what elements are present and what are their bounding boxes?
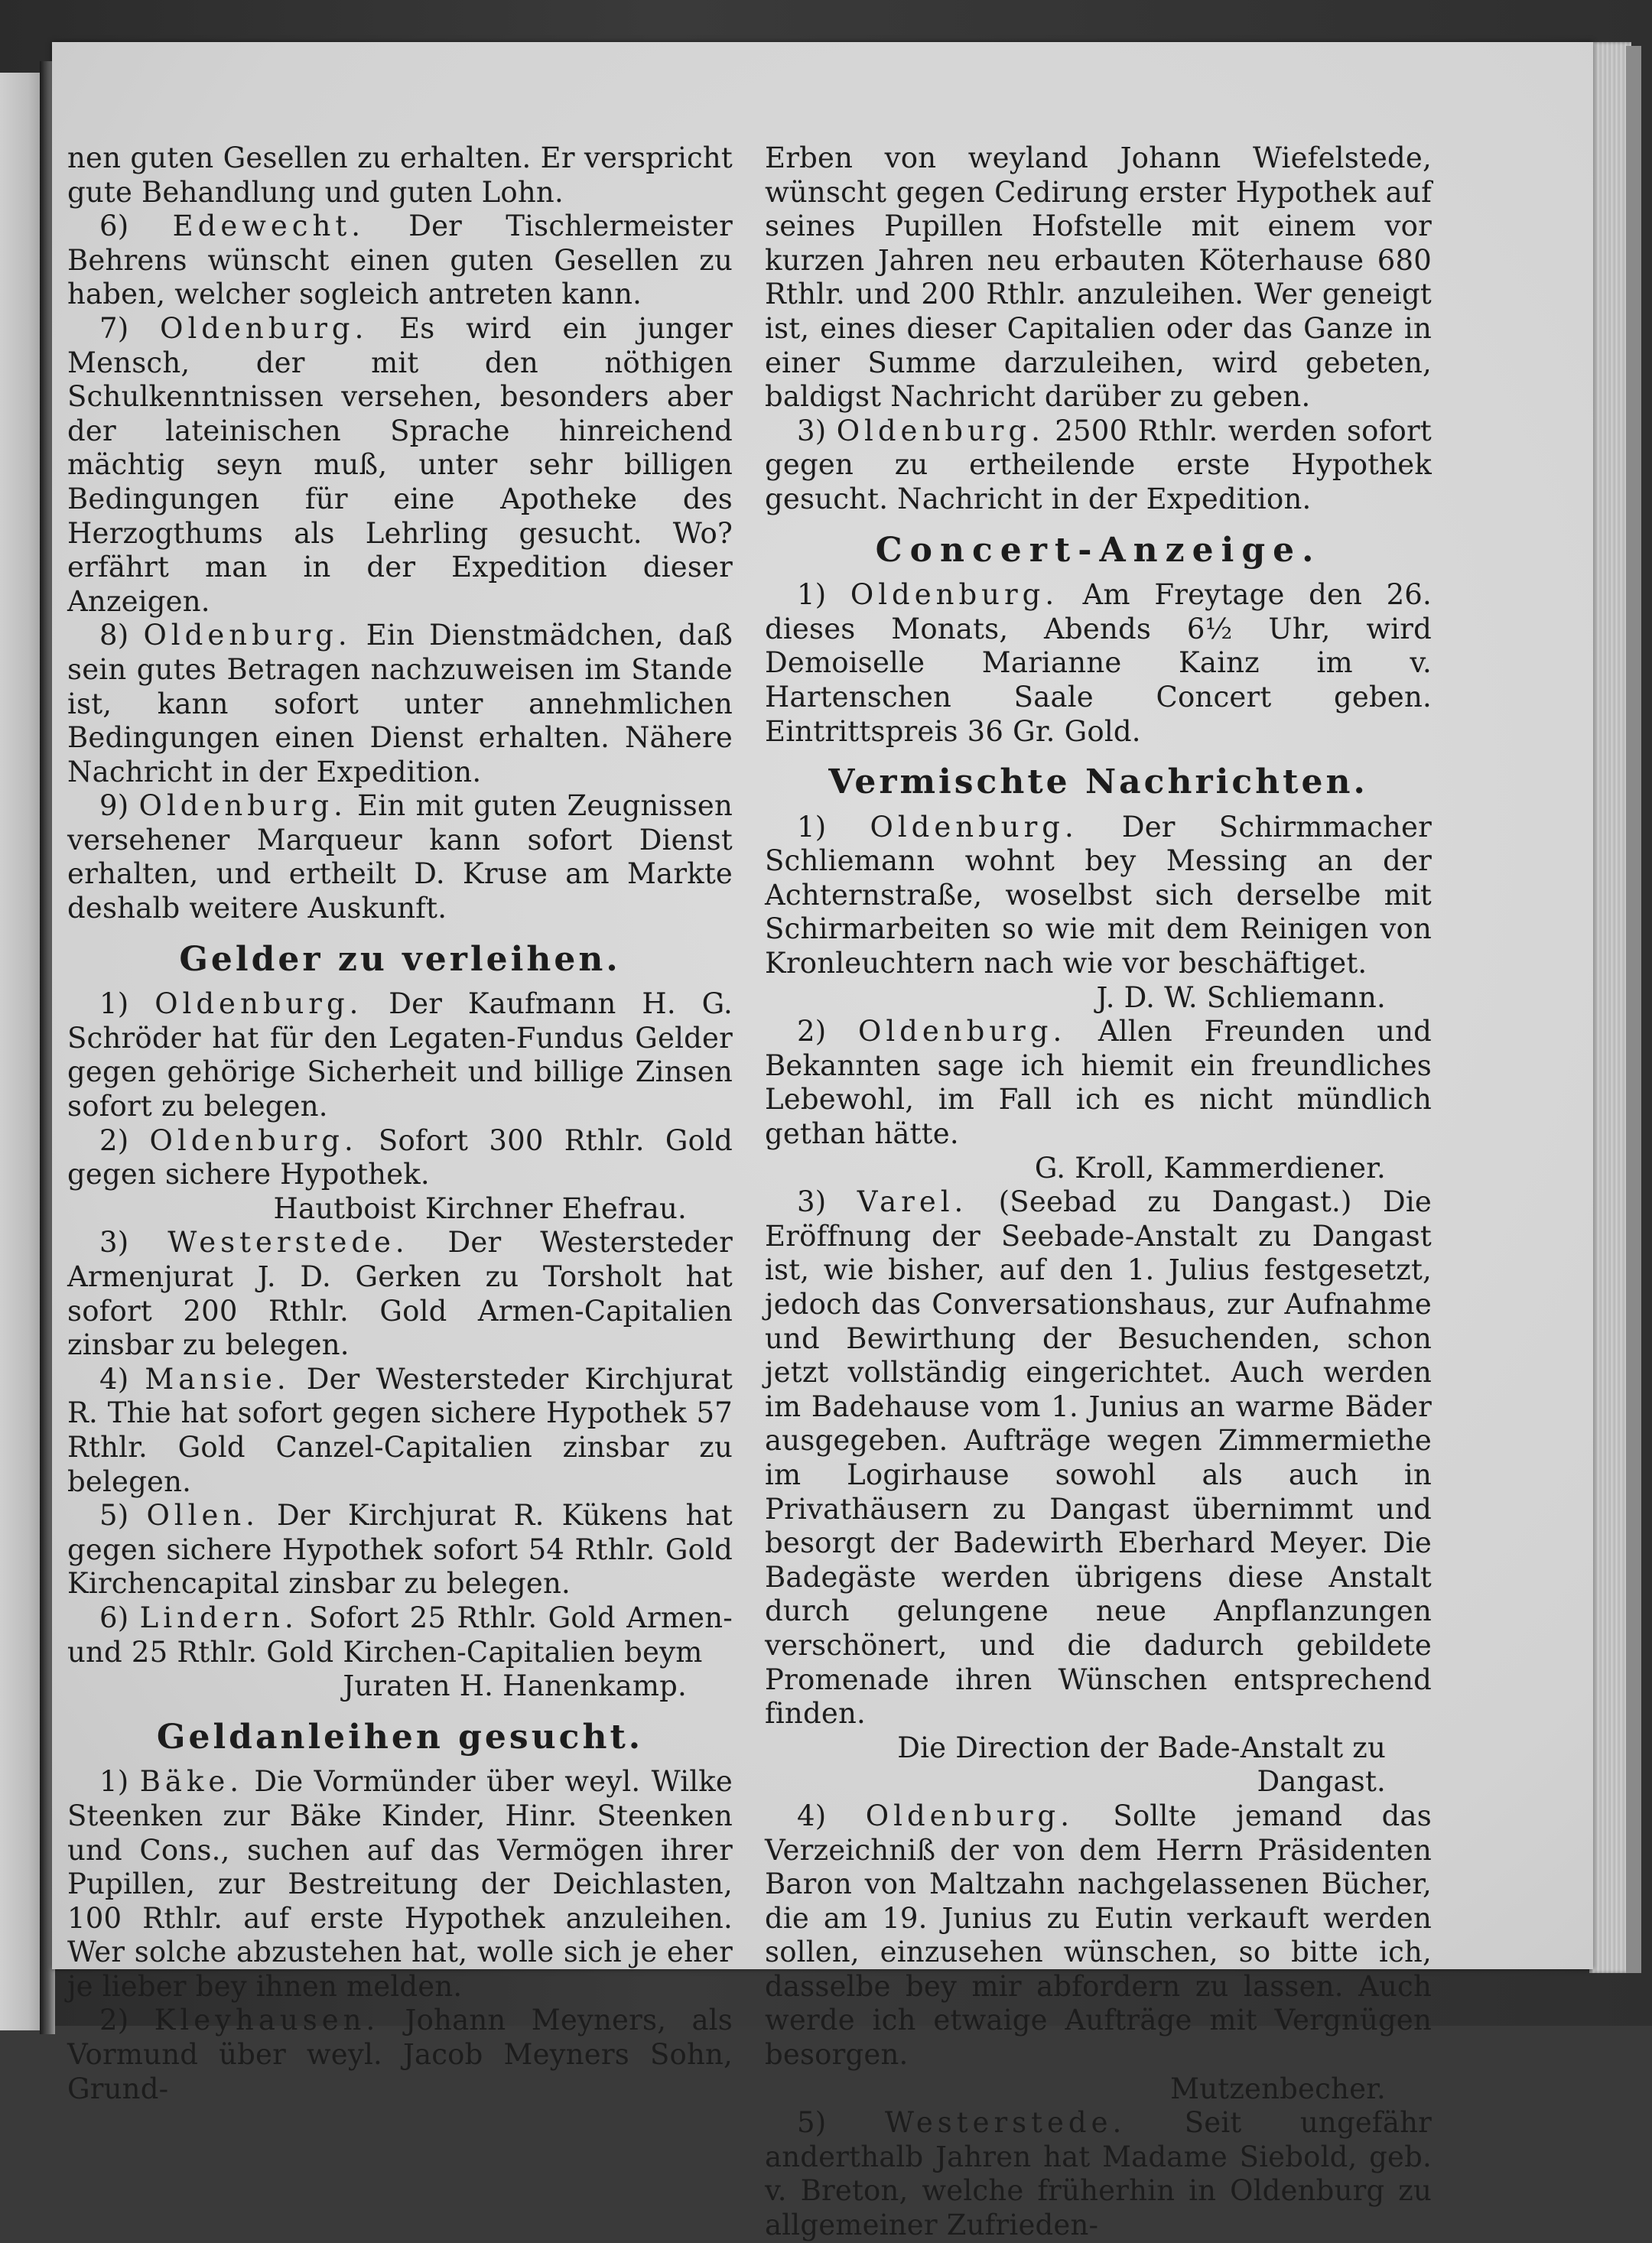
ad-lend-3: 3) Westerstede. Der Westersteder Armenjurat J. D. Gerken zu Torsholt hat sofort 200 Rthlr. Gold Armen-Capitalien zinsbar zu belegen. xyxy=(67,1226,733,1362)
right-column xyxy=(765,141,1432,2243)
ad-lend-2: 2) Oldenburg. Sofort 300 Rthlr. Gold gegen sichere Hypothek. Hautboist Kirchner Ehefrau. xyxy=(67,1123,733,1225)
continuation-text: nen guten Gesellen zu erhalten. Er verspricht gute Behandlung und guten Lohn. xyxy=(67,141,733,209)
signature: J. D. W. Schliemann. xyxy=(1096,980,1386,1014)
section-heading-borrow: Geldanleihen gesucht. xyxy=(156,1717,644,1757)
continuation-text: Erben von weyland Johann Wiefelstede, wünscht gegen Cedirung erster Hypothek auf seines Pupillen Hofstelle mit einem vor kurzen Jahren neu erbauten Köterhause 680 Rthlr. und 200 Rthlr. anzuleihen. Wer geneigt ist, eines dieser Capitalien oder das Ganze in einer Summe darzuleihen, wird gebeten, baldigst Nachricht darüber zu geben. xyxy=(765,141,1432,414)
signature: Juraten H. Hanenkamp. xyxy=(343,1669,687,1703)
section-heading-concert: Concert-Anzeige. xyxy=(875,530,1322,570)
ad-concert-1: 1) Oldenburg. Am Freytage den 26. dieses Monats, Abends 6½ Uhr, wird Demoiselle Marianne Kainz im v. Hartenschen Saale Concert geben. Eintrittspreis 36 Gr. Gold. xyxy=(765,578,1432,748)
ad-employment-7: 7) Oldenburg. Es wird ein junger Mensch, der mit den nöthigen Schulkenntnissen versehen, besonders aber der lateinischen Sprache hinreichend mächtig seyn muß, unter sehr billigen Bedingungen für eine Apotheke des Herzogthums als Lehrling gesucht. Wo? erfährt man in der Expedition dieser Anzeigen. xyxy=(67,311,733,618)
ad-employment-8: 8) Oldenburg. Ein Dienstmädchen, daß sein gutes Betragen nachzuweisen im Stande ist, kann sofort unter annehmlichen Bedingungen einen Dienst erhalten. Nähere Nachricht in der Expedition. xyxy=(67,619,733,788)
ad-misc-4: 4) Oldenburg. Sollte jemand das Verzeichniß der von dem Herrn Präsidenten Baron von Maltzahn nachgelassenen Bücher, die am 19. Junius zu Eutin verkauft werden sollen, einzusehen wünschen, so bitte ich, dasselbe bey mir abfordern zu lassen. Auch werde ich etwaige Aufträge mit Vergnügen besorgen. Mutzenbecher. xyxy=(765,1799,1432,2105)
page-stack-shadow xyxy=(1626,46,1641,1973)
section-heading-lend: Gelder zu verleihen. xyxy=(179,939,621,979)
section-heading-misc: Vermischte Nachrichten. xyxy=(828,762,1368,802)
signature: Die Direction der Bade-Anstalt zu Dangast. xyxy=(897,1731,1386,1799)
ad-misc-5: 5) Westerstede. Seit ungefähr anderthalb Jahren hat Madame Siebold, geb. v. Breton, welche früherhin in Oldenburg zu allgemeiner Zufrieden- xyxy=(765,2106,1432,2242)
signature: G. Kroll, Kammerdiener. xyxy=(1034,1151,1386,1185)
ad-lend-6: 6) Lindern. Sofort 25 Rthlr. Gold Armen- und 25 Rthlr. Gold Kirchen-Capitalien beym Juraten H. Hanenkamp. xyxy=(67,1601,733,1703)
page-stack-edge xyxy=(1589,42,1631,1973)
ad-employment-9: 9) Oldenburg. Ein mit guten Zeugnissen versehener Marqueur kann sofort Dienst erhalten, und ertheilt D. Kruse am Markte deshalb weitere Auskunft. xyxy=(67,789,733,925)
signature: Hautboist Kirchner Ehefrau. xyxy=(273,1191,687,1225)
ad-lend-1: 1) Oldenburg. Der Kaufmann H. G. Schröder hat für den Legaten-Fundus Gelder gegen gehörige Sicherheit und billige Zinsen sofort zu belegen. xyxy=(67,987,733,1123)
ad-borrow-2: 2) Kleyhausen. Johann Meyners, als Vormund über weyl. Jacob Meyners Sohn, Grund- xyxy=(67,2004,733,2105)
ad-misc-3: 3) Varel. (Seebad zu Dangast.) Die Eröffnung der Seebade-Anstalt zu Dangast ist, wie bisher, auf den 1. Julius festgesetzt, jedoch das Conversationshaus, zur Aufnahme und Bewirthung der Besuchenden, schon jetzt vollständig eingerichtet. Auch werden im Badehause vom 1. Junius an warme Bäder ausgegeben. Aufträge wegen Zimmermiethe im Logirhause sowohl als auch in Privathäusern zu Dangast übernimmt und besorgt der Badewirth Eberhard Meyer. Die Badegäste werden übrigens diese Anstalt durch gelungene neue Anpflanzungen verschönert, und die dadurch gebildete Promenade ihren Wünschen entsprechend finden. Die Direction der Bade-Anstalt zu Dangast. xyxy=(765,1185,1432,1799)
ad-employment-6: 6) Edewecht. Der Tischlermeister Behrens wünscht einen guten Gesellen zu haben, welcher sogleich antreten kann. xyxy=(67,210,733,311)
ad-misc-2: 2) Oldenburg. Allen Freunden und Bekannten sage ich hiemit ein freundliches Lebewohl, im Fall ich es nicht mündlich gethan hätte. G. Kroll, Kammerdiener. xyxy=(765,1015,1432,1185)
ad-misc-1: 1) Oldenburg. Der Schirmmacher Schliemann wohnt bey Messing an der Achternstraße, woselbst sich derselbe mit Schirmarbeiten so wie mit dem Reinigen von Kronleuchtern nach wie vor beschäftiget. J. D. W. Schliemann. xyxy=(765,810,1432,1014)
signature: Mutzenbecher. xyxy=(1170,2072,1386,2105)
ad-borrow-1: 1) Bäke. Die Vormünder über weyl. Wilke Steenken zur Bäke Kinder, Hinr. Steenken und Cons., suchen auf das Vermögen ihrer Pupillen, zur Bestreitung der Deichlasten, 100 Rthlr. auf erste Hypothek anzuleihen. Wer solche abzustehen hat, wolle sich je eher je lieber bey ihnen melden. xyxy=(67,1765,733,2003)
ad-lend-5: 5) Ollen. Der Kirchjurat R. Kükens hat gegen sichere Hypothek sofort 54 Rthlr. Gold Kirchencapital zinsbar zu belegen. xyxy=(67,1499,733,1601)
ad-borrow-3: 3) Oldenburg. 2500 Rthlr. werden sofort gegen zu ertheilende erste Hypothek gesucht. Nachricht in der Expedition. xyxy=(765,414,1432,515)
ad-lend-4: 4) Mansie. Der Westersteder Kirchjurat R. Thie hat sofort gegen sichere Hypothek 57 Rthlr. Gold Canzel-Capitalien zinsbar zu belegen. xyxy=(67,1362,733,1498)
left-column xyxy=(67,141,733,2106)
